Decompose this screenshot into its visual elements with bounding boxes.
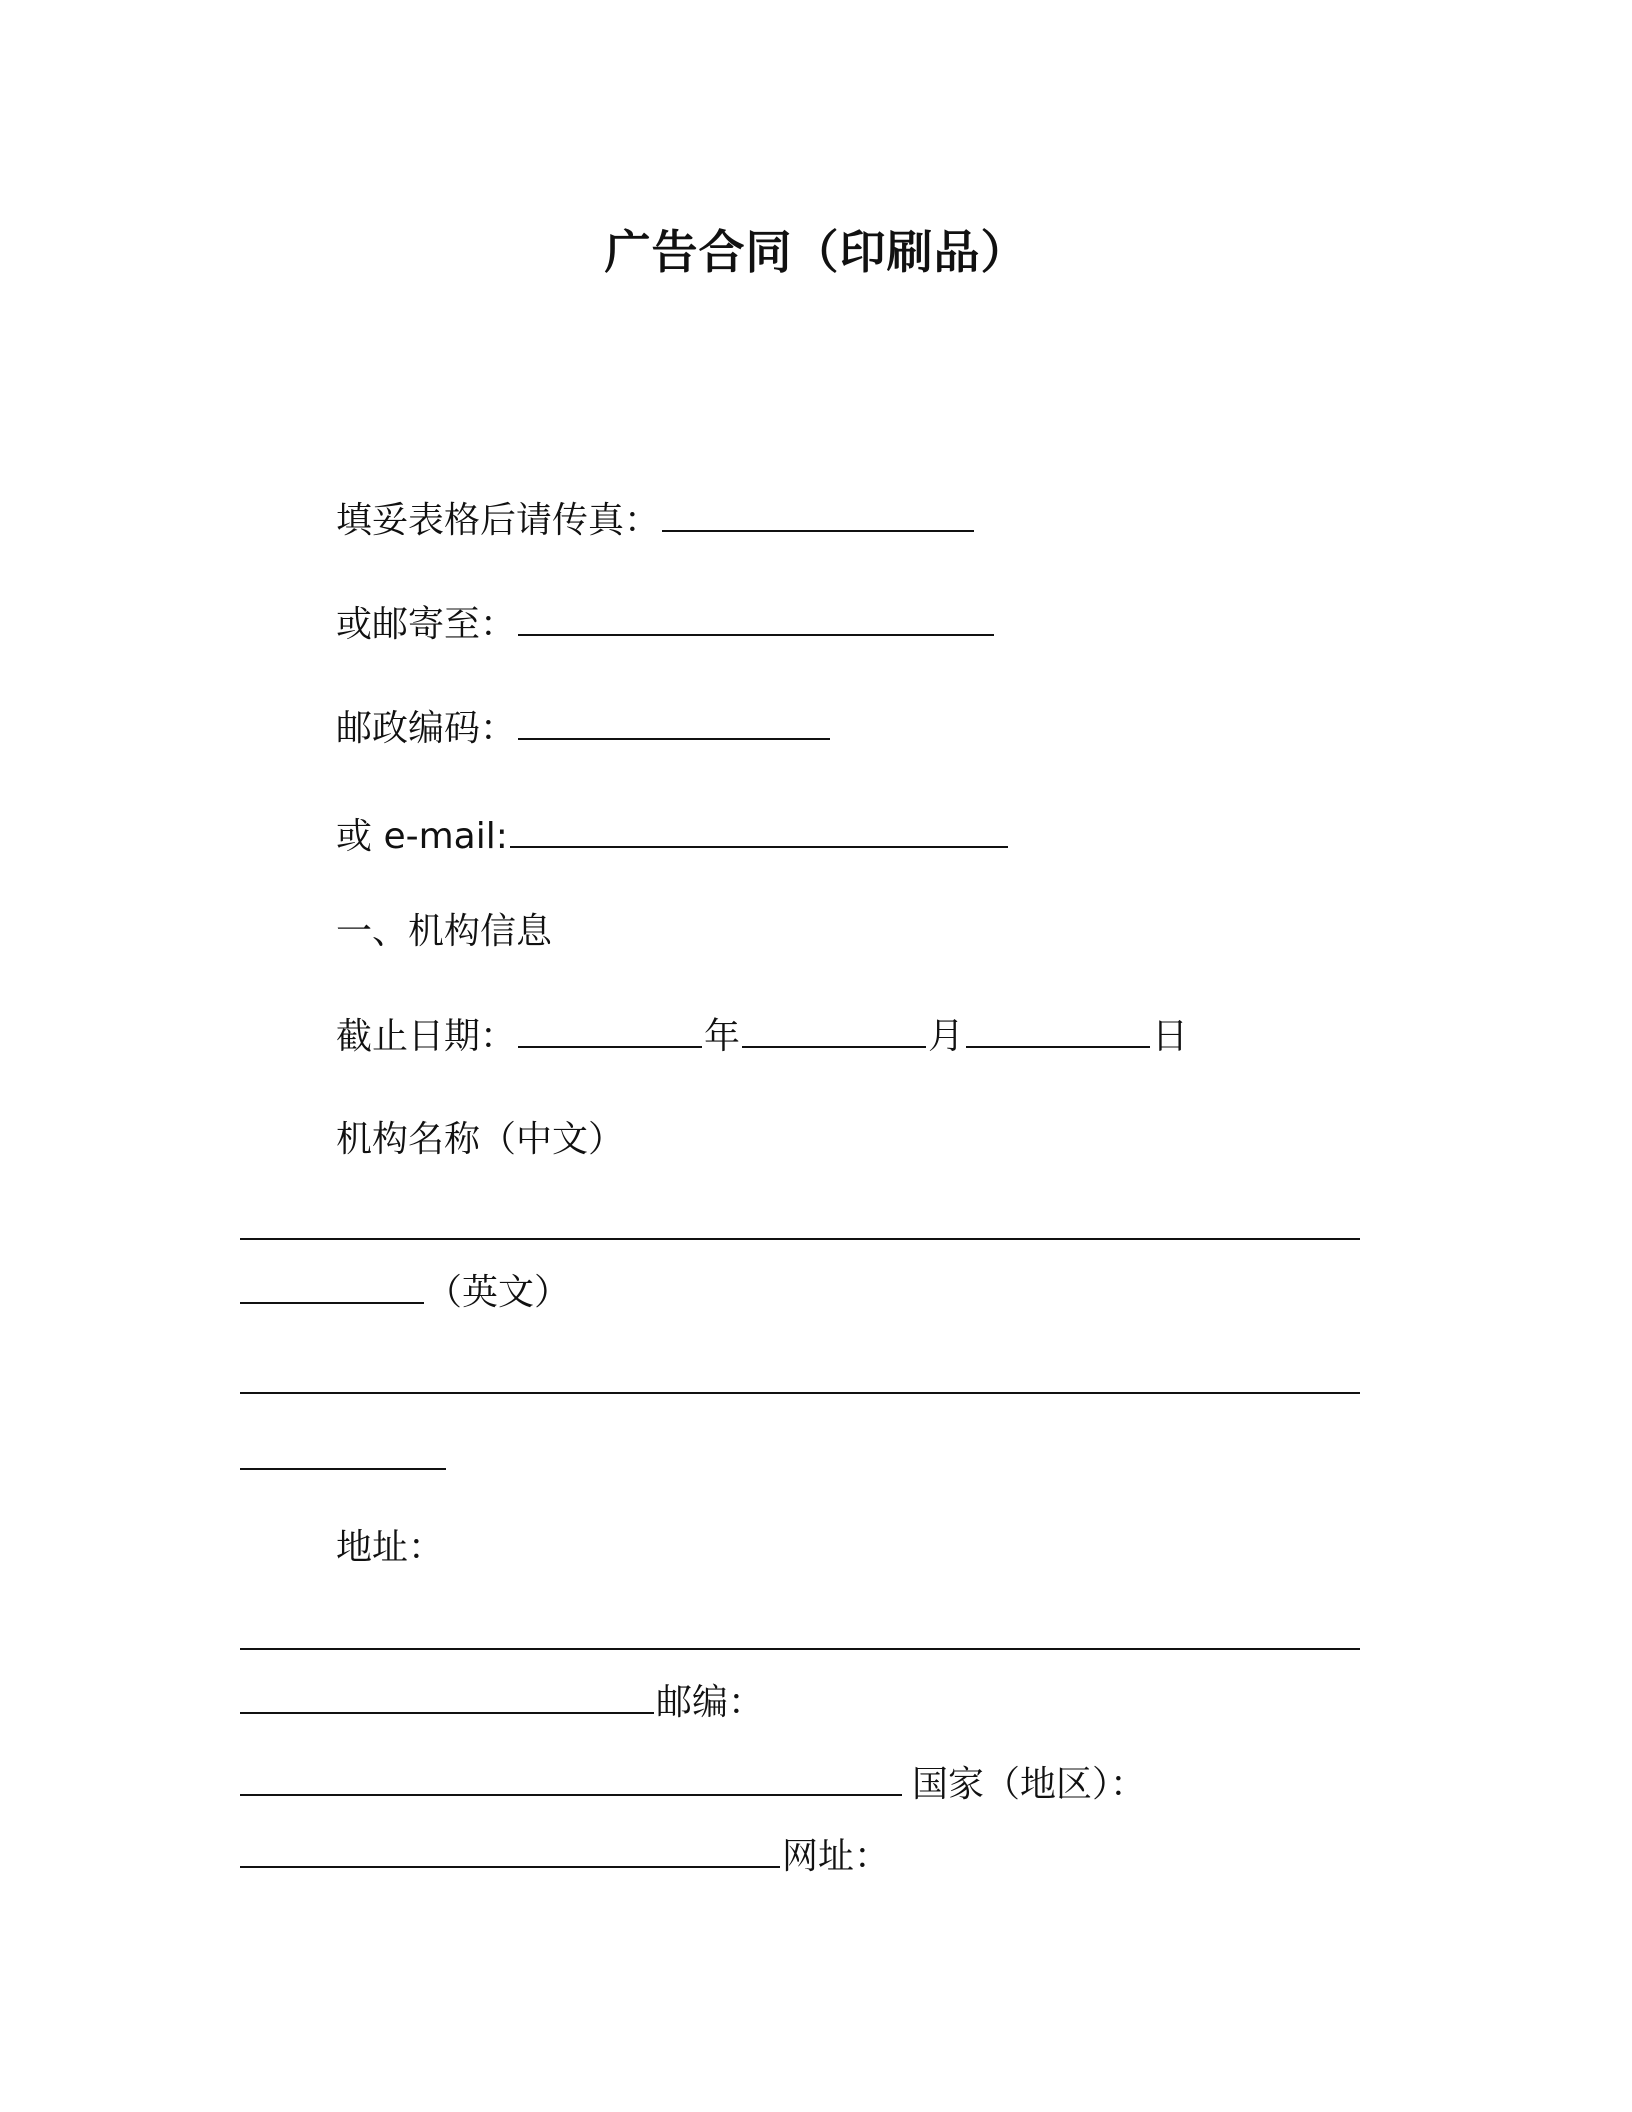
- org-name-en-field-cont[interactable]: [240, 1468, 446, 1470]
- postcode-field[interactable]: [518, 704, 830, 740]
- website-line: [240, 1832, 890, 1881]
- fax-line: [336, 496, 976, 545]
- deadline-label: 截止日期：: [336, 1016, 517, 1057]
- mail-line: [336, 600, 996, 649]
- deadline-month-label: 月: [928, 1016, 965, 1057]
- postcode-line: [336, 704, 832, 753]
- org-name-cn-field-cont[interactable]: [240, 1268, 424, 1304]
- org-name-cn-field[interactable]: [240, 1238, 1360, 1240]
- zip-line: [240, 1678, 764, 1727]
- postcode-label: 邮政编码：: [336, 708, 517, 749]
- country-field[interactable]: [240, 1832, 780, 1868]
- org-name-en-field[interactable]: [240, 1392, 1360, 1394]
- address-label: 地址：: [336, 1527, 445, 1568]
- zip-label: 邮编：: [656, 1682, 765, 1723]
- email-label: 或 e-mail:: [336, 816, 508, 857]
- deadline-year-label: 年: [704, 1016, 741, 1057]
- country-label: 国家（地区）：: [912, 1764, 1147, 1805]
- zip-field[interactable]: [240, 1760, 902, 1796]
- address-field[interactable]: [240, 1648, 1360, 1650]
- email-line: [336, 812, 1010, 861]
- deadline-line: [336, 1012, 1188, 1061]
- page-title: 广告合同（印刷品）: [604, 225, 1028, 279]
- mail-field[interactable]: [518, 600, 994, 636]
- section1-heading: 一、机构信息: [336, 911, 553, 952]
- deadline-day-field[interactable]: [966, 1012, 1150, 1048]
- website-label: 网址：: [782, 1836, 891, 1877]
- email-field[interactable]: [510, 812, 1008, 848]
- deadline-day-label: 日: [1152, 1016, 1189, 1057]
- mail-label: 或邮寄至：: [336, 604, 517, 645]
- deadline-year-field[interactable]: [518, 1012, 702, 1048]
- deadline-month-field[interactable]: [742, 1012, 926, 1048]
- org-name-en-line: [240, 1268, 570, 1317]
- fax-field[interactable]: [662, 496, 974, 532]
- org-name-en-label: （英文）: [426, 1272, 571, 1313]
- country-line: [240, 1760, 1146, 1809]
- address-field-cont[interactable]: [240, 1678, 654, 1714]
- fax-label: 填妥表格后请传真：: [336, 500, 661, 541]
- org-name-cn-label: 机构名称（中文）: [336, 1119, 625, 1160]
